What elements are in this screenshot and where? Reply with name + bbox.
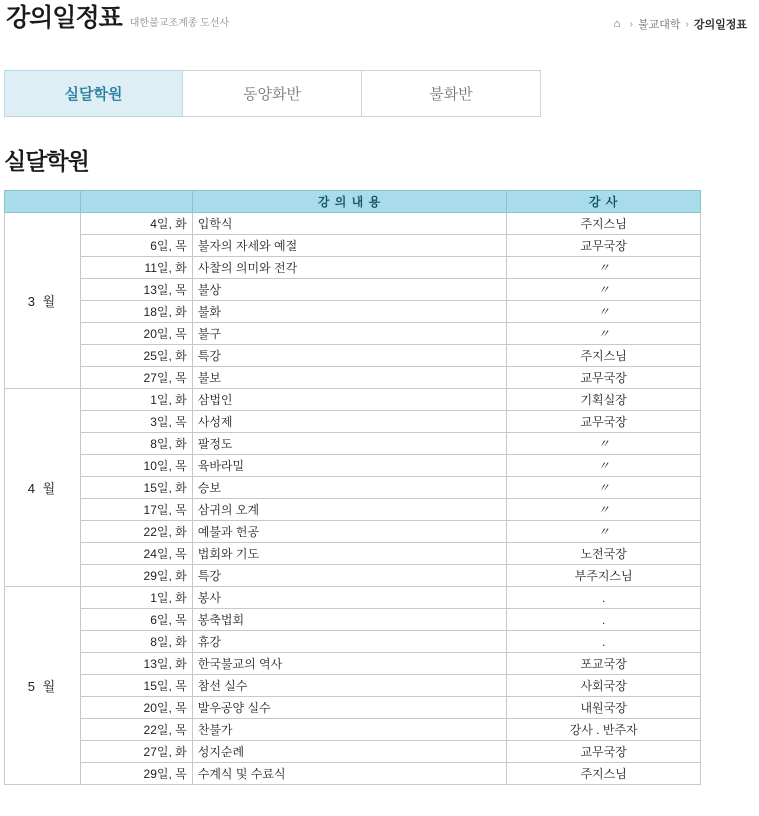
table-row [5,499,701,521]
content-cell: 불자의 자세와 예절 [192,235,507,257]
day-cell: 29일, 화 [80,565,192,587]
content-cell: 한국불교의 역사 [192,653,507,675]
teacher-cell: 교무국장 [507,367,701,389]
teacher-cell: 〃 [507,257,701,279]
day-cell: 17일, 목 [80,499,192,521]
content-cell: 휴강 [192,631,507,653]
page-title: 강의일정표 [6,4,122,32]
day-cell: 24일, 목 [80,543,192,565]
column-header-month [5,191,81,213]
teacher-cell: 〃 [507,323,701,345]
table-row [5,587,701,609]
day-cell: 3일, 목 [80,411,192,433]
breadcrumb [614,16,747,32]
content-cell: 삼법인 [192,389,507,411]
schedule-table [4,190,701,785]
table-row [5,477,701,499]
table-row [5,345,701,367]
teacher-cell: 교무국장 [507,411,701,433]
content-cell: 입학식 [192,213,507,235]
content-cell: 사찰의 의미와 전각 [192,257,507,279]
table-row [5,301,701,323]
teacher-cell: 기획실장 [507,389,701,411]
teacher-cell: 〃 [507,279,701,301]
page-header [0,0,759,44]
content-cell: 법회와 기도 [192,543,507,565]
day-cell: 13일, 화 [80,653,192,675]
teacher-cell: 강사 . 반주자 [507,719,701,741]
teacher-cell: . [507,631,701,653]
content-cell: 사성제 [192,411,507,433]
day-cell: 25일, 화 [80,345,192,367]
table-row [5,653,701,675]
teacher-cell: 교무국장 [507,741,701,763]
table-row [5,719,701,741]
day-cell: 20일, 목 [80,697,192,719]
day-cell: 27일, 목 [80,367,192,389]
teacher-cell: 〃 [507,433,701,455]
teacher-cell: 주지스님 [507,345,701,367]
day-cell: 8일, 화 [80,631,192,653]
teacher-cell: 〃 [507,301,701,323]
teacher-cell: 주지스님 [507,213,701,235]
content-cell: 특강 [192,345,507,367]
teacher-cell: . [507,587,701,609]
table-row [5,279,701,301]
day-cell: 18일, 화 [80,301,192,323]
table-row [5,741,701,763]
table-row [5,257,701,279]
content-cell: 찬불가 [192,719,507,741]
teacher-cell: 노전국장 [507,543,701,565]
month-cell: 4 월 [5,389,81,587]
day-cell: 6일, 목 [80,235,192,257]
home-icon[interactable]: ⌂ [613,17,621,30]
table-row [5,235,701,257]
table-row [5,367,701,389]
table-row [5,411,701,433]
tab-bar [4,70,759,117]
content-cell: 불구 [192,323,507,345]
content-cell: 수계식 및 수료식 [192,763,507,785]
month-cell: 3 월 [5,213,81,389]
table-row [5,521,701,543]
table-row [5,433,701,455]
day-cell: 15일, 화 [80,477,192,499]
content-cell: 팔정도 [192,433,507,455]
table-row [5,213,701,235]
content-cell: 불보 [192,367,507,389]
content-cell: 참선 실수 [192,675,507,697]
day-cell: 22일, 목 [80,719,192,741]
content-cell: 승보 [192,477,507,499]
teacher-cell: 교무국장 [507,235,701,257]
column-header-day [80,191,192,213]
day-cell: 20일, 목 [80,323,192,345]
table-row [5,609,701,631]
teacher-cell: 〃 [507,521,701,543]
table-row [5,455,701,477]
day-cell: 29일, 목 [80,763,192,785]
teacher-cell: 부주지스님 [507,565,701,587]
breadcrumb-item-0[interactable]: 불교대학 [638,19,681,31]
teacher-cell: 내원국장 [507,697,701,719]
breadcrumb-separator: › [629,18,633,30]
day-cell: 1일, 화 [80,587,192,609]
day-cell: 22일, 화 [80,521,192,543]
teacher-cell: 〃 [507,477,701,499]
table-row [5,675,701,697]
section-title: 실달학원 [4,148,89,174]
teacher-cell: . [507,609,701,631]
table-header-row [5,191,701,213]
teacher-cell: 주지스님 [507,763,701,785]
day-cell: 10일, 목 [80,455,192,477]
day-cell: 13일, 목 [80,279,192,301]
day-cell: 11일, 화 [80,257,192,279]
content-cell: 불화 [192,301,507,323]
day-cell: 1일, 화 [80,389,192,411]
teacher-cell: 〃 [507,455,701,477]
content-cell: 봉축법회 [192,609,507,631]
page-subtitle: 대한불교조계종 도선사 [129,18,230,29]
content-cell: 육바라밀 [192,455,507,477]
breadcrumb-separator-2: › [685,18,689,30]
table-body [5,213,701,785]
table-row [5,565,701,587]
table-row [5,323,701,345]
day-cell: 27일, 화 [80,741,192,763]
day-cell: 15일, 목 [80,675,192,697]
table-row [5,389,701,411]
day-cell: 4일, 화 [80,213,192,235]
teacher-cell: 사회국장 [507,675,701,697]
month-cell: 5 월 [5,587,81,785]
content-cell: 성지순례 [192,741,507,763]
content-cell: 특강 [192,565,507,587]
teacher-cell: 포교국장 [507,653,701,675]
table-row [5,763,701,785]
table-row [5,697,701,719]
tab-dongyanghwaban[interactable]: 동양화반 [183,70,362,117]
content-cell: 발우공양 실수 [192,697,507,719]
content-cell: 불상 [192,279,507,301]
tab-bulhwaban[interactable]: 불화반 [362,70,541,117]
content-cell: 예불과 헌공 [192,521,507,543]
tab-sildalhagwon[interactable]: 실달학원 [4,70,183,117]
column-header-content: 강 의 내 용 [192,191,507,213]
day-cell: 6일, 목 [80,609,192,631]
table-head [5,191,701,213]
column-header-teacher: 강 사 [507,191,701,213]
teacher-cell: 〃 [507,499,701,521]
table-row [5,543,701,565]
content-cell: 삼귀의 오계 [192,499,507,521]
content-cell: 봉사 [192,587,507,609]
breadcrumb-item-1: 강의일정표 [693,19,747,31]
day-cell: 8일, 화 [80,433,192,455]
table-row [5,631,701,653]
